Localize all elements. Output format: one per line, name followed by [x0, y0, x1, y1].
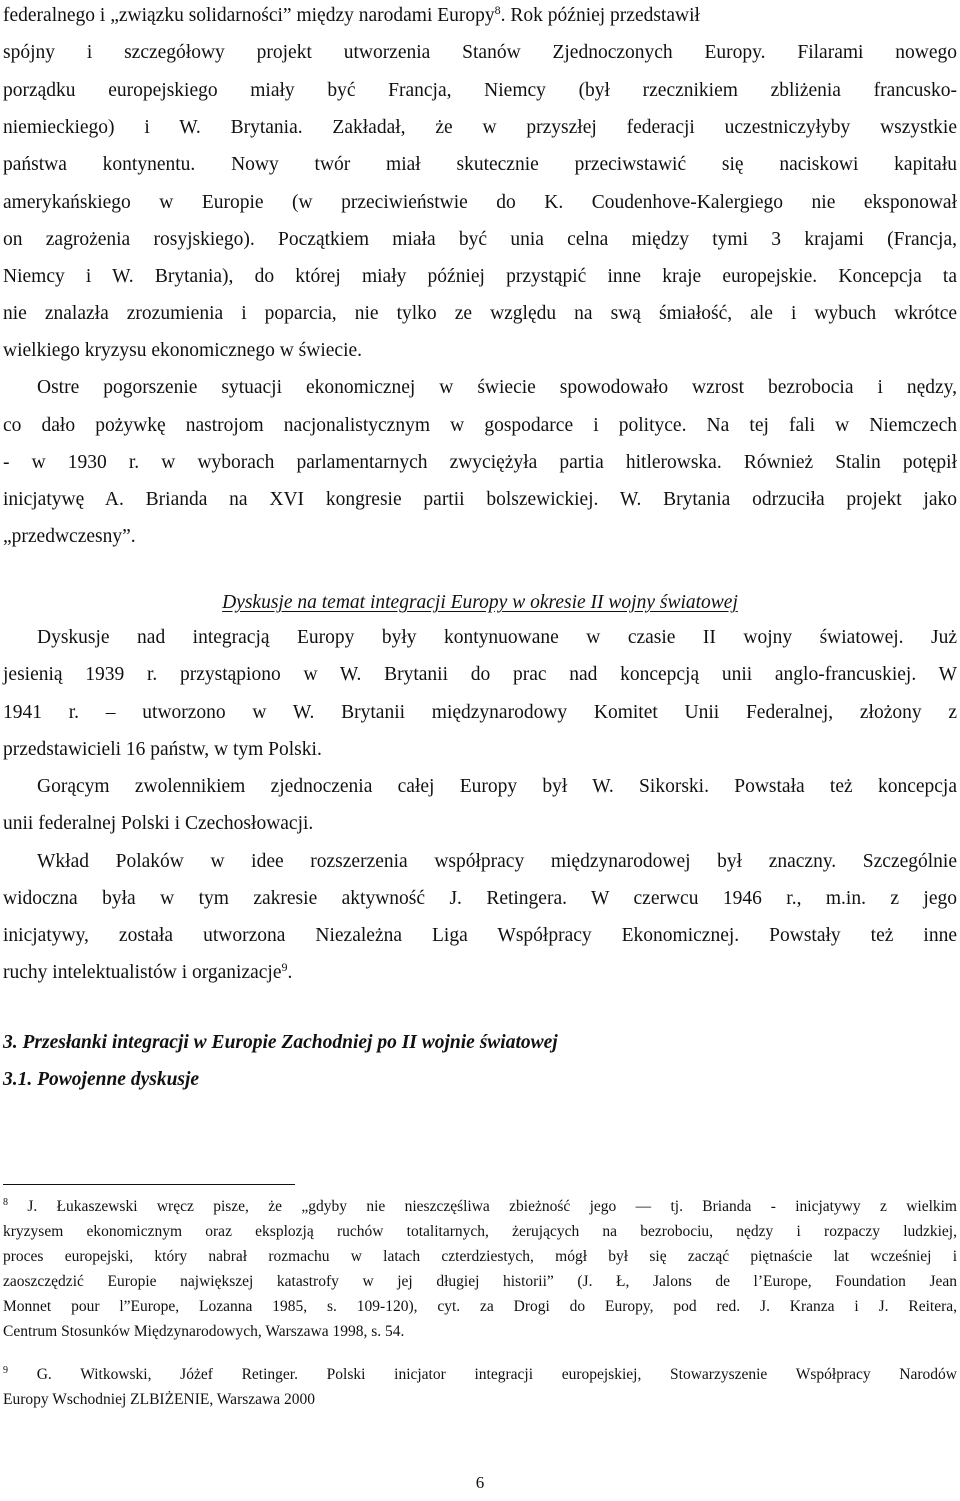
footnote-line: proces europejski, który nabrał rozmachu w latach czterdziestych, mógł był się zacząć piętnaście lat wcześniej i	[3, 1248, 957, 1265]
chapter-heading: 3. Przesłanki integracji w Europie Zachodniej po II wojnie światowej	[3, 1032, 558, 1053]
body-line: on zagrożenia rosyjskiego). Początkiem miała być unia celna między tymi 3 krajami (Francja,	[3, 229, 957, 250]
section-heading: Dyskusje na temat integracji Europy w okresie II wojny światowej	[222, 592, 738, 613]
footnote-line	[3, 1365, 957, 1385]
body-line: Ostre pogorszenie sytuacji ekonomicznej w świecie spowodowało wzrost bezrobocia i nędzy,	[37, 377, 957, 398]
body-text: .	[287, 962, 293, 983]
body-line: unii federalnej Polski i Czechosłowacji.	[3, 813, 314, 834]
footnote-line	[3, 1197, 957, 1217]
footnote-text: G. Witkowski, Jóżef Retinger. Polski inicjator integracji europejskiej, Stowarzyszenie Współpracy Narodów	[36, 1366, 957, 1383]
body-text: federalnego i „związku solidarności” między narodami Europy	[3, 5, 495, 26]
body-line: „przedwczesny”.	[3, 526, 136, 547]
page-number: 6	[475, 1473, 485, 1492]
body-line: Dyskusje nad integracją Europy były kontynuowane w czasie II wojny światowej. Już	[37, 627, 957, 648]
subchapter-heading: 3.1. Powojenne dyskusje	[3, 1069, 200, 1090]
body-line: amerykańskiego w Europie (w przeciwieństwie do K. Coudenhove-Kalergiego nie eksponował	[3, 192, 957, 213]
body-line: niemieckiego) i W. Brytania. Zakładał, że w przyszłej federacji uczestniczyłyby wszystkie	[3, 117, 957, 138]
footnote-text: J. Łukaszewski wręcz pisze, że „gdyby nie nieszczęśliwa zbieżność jego — tj. Brianda - inicjatywy z wielkim	[27, 1198, 957, 1215]
body-line: wielkiego kryzysu ekonomicznego w świecie.	[3, 340, 363, 361]
footnote-line: Monnet pour l”Europe, Lozanna 1985, s. 109-120), cyt. za Drogi do Europy, pod red. J. Kranza i J. Reitera,	[3, 1298, 957, 1315]
body-line: przedstawicieli 16 państw, w tym Polski.	[3, 739, 322, 760]
footnote-line: Europy Wschodniej ZLBIŻENIE, Warszawa 2000	[3, 1391, 315, 1408]
footnote-number: 8	[3, 1197, 8, 1208]
footnote-ref-9: 9	[281, 960, 288, 974]
body-line: jesienią 1939 r. przystąpiono w W. Brytanii do prac nad koncepcją unii anglo-francuskiej. W	[3, 664, 957, 685]
body-text: . Rok później przedstawił	[500, 5, 700, 26]
footnote-line: zaoszczędzić Europie największej katastrofy w jej długiej historii” (J. Ł, Jalons de l’Europe, Foundation Jean	[3, 1273, 957, 1290]
body-line: spójny i szczegółowy projekt utworzenia Stanów Zjednoczonych Europy. Filarami nowego	[3, 42, 957, 63]
footnote-line: kryzysem ekonomicznym oraz eksplozją ruchów totalitarnych, żerujących na bezrobociu, nędzy i rozpaczy ludzkiej,	[3, 1223, 957, 1240]
body-line	[3, 4, 957, 28]
footnote-ref-8: 8	[494, 3, 501, 17]
body-line	[3, 961, 957, 985]
body-line: porządku europejskiego miały być Francja, Niemcy (był rzecznikiem zbliżenia francusko-	[3, 80, 957, 101]
body-line: państwa kontynentu. Nowy twór miał skutecznie przeciwstawić się naciskowi kapitału	[3, 154, 957, 175]
footnote-number: 9	[3, 1365, 8, 1376]
footnote-separator	[3, 1184, 295, 1185]
body-text: ruchy intelektualistów i organizacje	[3, 962, 282, 983]
body-line: widoczna była w tym zakresie aktywność J. Retingera. W czerwcu 1946 r., m.in. z jego	[3, 888, 957, 909]
footnote-line: Centrum Stosunków Międzynarodowych, Warszawa 1998, s. 54.	[3, 1323, 405, 1340]
body-line: 1941 r. – utworzono w W. Brytanii międzynarodowy Komitet Unii Federalnej, złożony z	[3, 702, 957, 723]
body-line: Gorącym zwolennikiem zjednoczenia całej Europy był W. Sikorski. Powstała też koncepcja	[37, 776, 957, 797]
body-line: - w 1930 r. w wyborach parlamentarnych zwyciężyła partia hitlerowska. Również Stalin potępił	[3, 452, 957, 473]
body-line: nie znalazła zrozumienia i poparcia, nie tylko ze względu na swą śmiałość, ale i wybuch wkrótce	[3, 303, 957, 324]
body-line: inicjatywę A. Brianda na XVI kongresie partii bolszewickiej. W. Brytania odrzuciła projekt jako	[3, 489, 957, 510]
body-line: Niemcy i W. Brytania), do której miały później przystąpić inne kraje europejskie. Koncepcja ta	[3, 266, 957, 287]
body-line: co dało pożywkę nastrojom nacjonalistycznym w gospodarce i polityce. Na tej fali w Niemczech	[3, 415, 957, 436]
body-line: Wkład Polaków w idee rozszerzenia współpracy międzynarodowej był znaczny. Szczególnie	[37, 851, 957, 872]
body-line: inicjatywy, została utworzona Niezależna Liga Współpracy Ekonomicznej. Powstały też inne	[3, 925, 957, 946]
